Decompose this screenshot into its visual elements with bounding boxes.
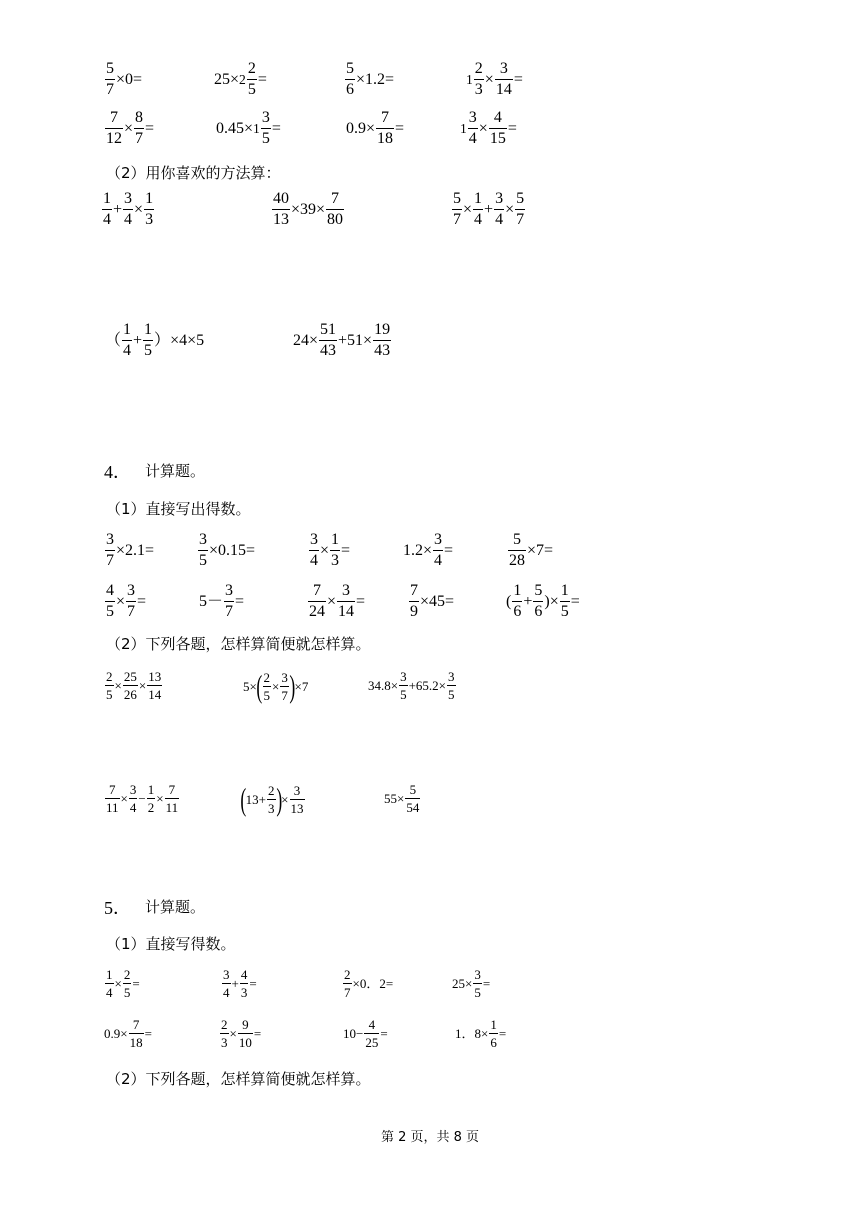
fraction: $\frac{3}{4}$: [468, 109, 477, 147]
s4-r4-expr-a: $\frac{7}{11}$ × $\frac{3}{4}$ − $\frac{1}{2}$ × $\frac{7}{11}$: [106, 782, 179, 815]
fraction: $\frac{5}{7}$: [516, 190, 525, 228]
fraction: $\frac{3}{5}$: [474, 967, 481, 1000]
s5-part2-label: （2）下列各题，怎样算简便就怎样算。: [106, 1070, 371, 1088]
fraction: $\frac{5}{54}$: [406, 782, 420, 815]
fraction: $\frac{3}{5}$: [199, 531, 207, 569]
s4-r2-expr-b: 5－ $\frac{3}{7}$ =: [199, 582, 245, 620]
s5-r1-expr-b: $\frac{3}{4}$ + $\frac{4}{3}$ =: [223, 967, 257, 1000]
fraction: $\frac{3}{7}$: [106, 531, 114, 569]
fraction: $\frac{5}{6}$: [346, 60, 354, 98]
fraction: $\frac{2}{3}$: [268, 782, 275, 816]
fraction: $\frac{7}{11}$: [165, 782, 179, 815]
fraction: $\frac{3}{4}$: [434, 531, 443, 569]
fraction: $\frac{7}{80}$: [327, 190, 344, 228]
section4-number: 4．: [104, 462, 131, 482]
fraction: $\frac{1}{6}$: [490, 1017, 497, 1050]
s3-part2-label: （2）用你喜欢的方法算：: [106, 164, 281, 182]
fraction: $\frac{4}{3}$: [240, 967, 248, 1000]
fraction: $\frac{1}{4}$: [106, 967, 113, 1000]
s4-part2-label: （2）下列各题，怎样算简便就怎样算。: [106, 635, 371, 653]
s3-r2-expr-b: 0.45× 1 $\frac{3}{5}$ =: [216, 109, 281, 147]
fraction: $\frac{3}{7}$: [127, 582, 136, 620]
s5-r1-expr-a: $\frac{1}{4}$ × $\frac{2}{5}$ =: [106, 967, 140, 1000]
s3-r3-expr-c: $\frac{5}{7}$ × $\frac{1}{4}$ + $\frac{3}{4}$ × $\frac{5}{7}$: [453, 190, 525, 228]
fraction: $\frac{7}{18}$: [129, 1017, 143, 1050]
section4-title: 计算题。: [145, 462, 206, 480]
fraction: $\frac{1}{4}$: [474, 190, 483, 228]
fraction: $\frac{3}{7}$: [225, 582, 234, 620]
s4-part1-label: （1）直接写出得数。: [106, 500, 251, 518]
s4-r2-expr-a: $\frac{4}{5}$ × $\frac{3}{7}$ =: [106, 582, 147, 620]
s5-part1-label: （1）直接写得数。: [106, 935, 236, 953]
fraction: $\frac{2}{5}$: [106, 669, 113, 702]
s5-r1-expr-c: $\frac{2}{7}$ ×0．2=: [344, 967, 394, 1000]
s4-r2-expr-d: $\frac{7}{9}$ ×45=: [410, 582, 455, 620]
fraction: $\frac{1}{3}$: [145, 190, 154, 228]
fraction: $\frac{4}{5}$: [106, 582, 114, 620]
fraction: $\frac{3}{14}$: [338, 582, 355, 620]
section5-title: 计算题。: [145, 898, 206, 916]
fraction: $\frac{1}{6}$: [513, 582, 522, 620]
fraction: $\frac{2}{7}$: [344, 967, 351, 1000]
s4-r4-expr-b: ( 13+ $\frac{2}{3}$ ) × $\frac{3}{13}$: [240, 781, 304, 817]
fraction: $\frac{5}{6}$: [534, 582, 543, 620]
fraction: $\frac{1}{4}$: [103, 190, 111, 228]
s4-r1-expr-b: $\frac{3}{5}$ ×0.15=: [199, 531, 256, 569]
s3-r1-expr-b: 25× 2 $\frac{2}{5}$ =: [214, 60, 267, 98]
fraction: $\frac{3}{5}$: [400, 669, 407, 702]
fraction: $\frac{5}{7}$: [453, 190, 461, 228]
fraction: $\frac{3}{14}$: [495, 60, 512, 98]
fraction: $\frac{4}{25}$: [365, 1017, 379, 1050]
fraction: $\frac{51}{43}$: [320, 321, 337, 359]
fraction: $\frac{40}{13}$: [273, 190, 289, 228]
fraction: $\frac{1}{2}$: [147, 782, 155, 815]
s4-r3-expr-a: $\frac{2}{5}$ × $\frac{25}{26}$ × $\frac{13}{14}$: [106, 669, 162, 702]
s3-r3-expr-a: $\frac{1}{4}$ + $\frac{3}{4}$ × $\frac{1}{3}$: [103, 190, 154, 228]
fraction: $\frac{7}{11}$: [106, 782, 119, 815]
page-footer: 第 2 页，共 8 页: [380, 1130, 480, 1145]
fraction: $\frac{5}{28}$: [509, 531, 525, 569]
s4-r4-expr-c: 55× $\frac{5}{54}$: [384, 782, 420, 815]
fraction: $\frac{3}{4}$: [223, 967, 230, 1000]
fraction: $\frac{7}{9}$: [410, 582, 418, 620]
fraction: $\frac{9}{10}$: [238, 1017, 252, 1050]
fraction: $\frac{25}{26}$: [123, 669, 137, 702]
s3-r1-expr-d: 1 $\frac{2}{3}$ × $\frac{3}{14}$ =: [466, 60, 523, 98]
fraction: $\frac{3}{5}$: [448, 669, 455, 702]
fraction: $\frac{4}{15}$: [489, 109, 506, 147]
s3-r2-expr-c: 0.9× $\frac{7}{18}$ =: [346, 109, 405, 147]
fraction: $\frac{13}{14}$: [148, 669, 162, 702]
s3-r4-expr-a: （ $\frac{1}{4}$ + $\frac{1}{5}$ ） ×4×5: [105, 321, 205, 359]
s5-r2-expr-d: 1．8× $\frac{1}{6}$ =: [455, 1017, 507, 1050]
s4-r1-expr-d: 1.2× $\frac{3}{4}$ =: [403, 531, 454, 569]
fraction: $\frac{1}{5}$: [560, 582, 569, 620]
s3-r4-expr-b: 24× $\frac{51}{43}$ +51× $\frac{19}{43}$: [293, 321, 391, 359]
fraction: $\frac{3}{13}$: [290, 782, 304, 816]
fraction: $\frac{19}{43}$: [374, 321, 391, 359]
s4-r1-expr-e: $\frac{5}{28}$ ×7=: [509, 531, 554, 569]
s3-r1-expr-a: $\frac{5}{7}$ ×0=: [106, 60, 143, 98]
s4-r3-expr-b: 5× ( $\frac{2}{5}$ × $\frac{3}{7}$ ) ×7: [243, 668, 309, 704]
fraction: $\frac{1}{3}$: [331, 531, 340, 569]
section5-number: 5．: [104, 898, 131, 918]
s4-r1-expr-c: $\frac{3}{4}$ × $\frac{1}{3}$ =: [310, 531, 351, 569]
s4-r3-expr-c: 34.8× $\frac{3}{5}$ +65.2× $\frac{3}{5}$: [368, 669, 455, 702]
fraction: $\frac{3}{4}$: [124, 190, 133, 228]
s5-r1-expr-d: 25× $\frac{3}{5}$ =: [452, 967, 491, 1000]
s4-r2-expr-e: ( $\frac{1}{6}$ + $\frac{5}{6}$ )× $\frac{1}{5}$ =: [506, 582, 580, 620]
fraction: $\frac{7}{24}$: [309, 582, 325, 620]
fraction: $\frac{7}{12}$: [106, 109, 122, 147]
fraction: $\frac{2}{3}$: [221, 1017, 228, 1050]
s3-r3-expr-b: $\frac{40}{13}$ ×39× $\frac{7}{80}$: [273, 190, 344, 228]
fraction: $\frac{1}{4}$: [123, 321, 132, 359]
s5-r2-expr-b: $\frac{2}{3}$ × $\frac{9}{10}$ =: [221, 1017, 262, 1050]
fraction: $\frac{3}{7}$: [281, 669, 288, 703]
s5-r2-expr-c: 10− $\frac{4}{25}$ =: [343, 1017, 388, 1050]
s4-r2-expr-c: $\frac{7}{24}$ × $\frac{3}{14}$ =: [309, 582, 366, 620]
fraction: $\frac{2}{5}$: [123, 967, 131, 1000]
s3-r2-expr-d: 1 $\frac{3}{4}$ × $\frac{4}{15}$ =: [460, 109, 517, 147]
fraction: $\frac{7}{18}$: [377, 109, 394, 147]
fraction: $\frac{3}{5}$: [261, 109, 270, 147]
fraction: $\frac{2}{5}$: [263, 669, 270, 703]
s3-r2-expr-a: $\frac{7}{12}$ × $\frac{8}{7}$ =: [106, 109, 155, 147]
fraction: $\frac{2}{3}$: [474, 60, 483, 98]
fraction: $\frac{3}{4}$: [310, 531, 318, 569]
fraction: $\frac{5}{7}$: [106, 60, 114, 98]
fraction: $\frac{1}{5}$: [144, 321, 153, 359]
fraction: $\frac{8}{7}$: [135, 109, 144, 147]
fraction: $\frac{3}{4}$: [129, 782, 137, 815]
fraction: $\frac{2}{5}$: [247, 60, 256, 98]
s5-r2-expr-a: 0.9× $\frac{7}{18}$ =: [104, 1017, 152, 1050]
s3-r1-expr-c: $\frac{5}{6}$ ×1.2=: [346, 60, 395, 98]
s4-r1-expr-a: $\frac{3}{7}$ ×2.1=: [106, 531, 155, 569]
fraction: $\frac{3}{4}$: [495, 190, 504, 228]
